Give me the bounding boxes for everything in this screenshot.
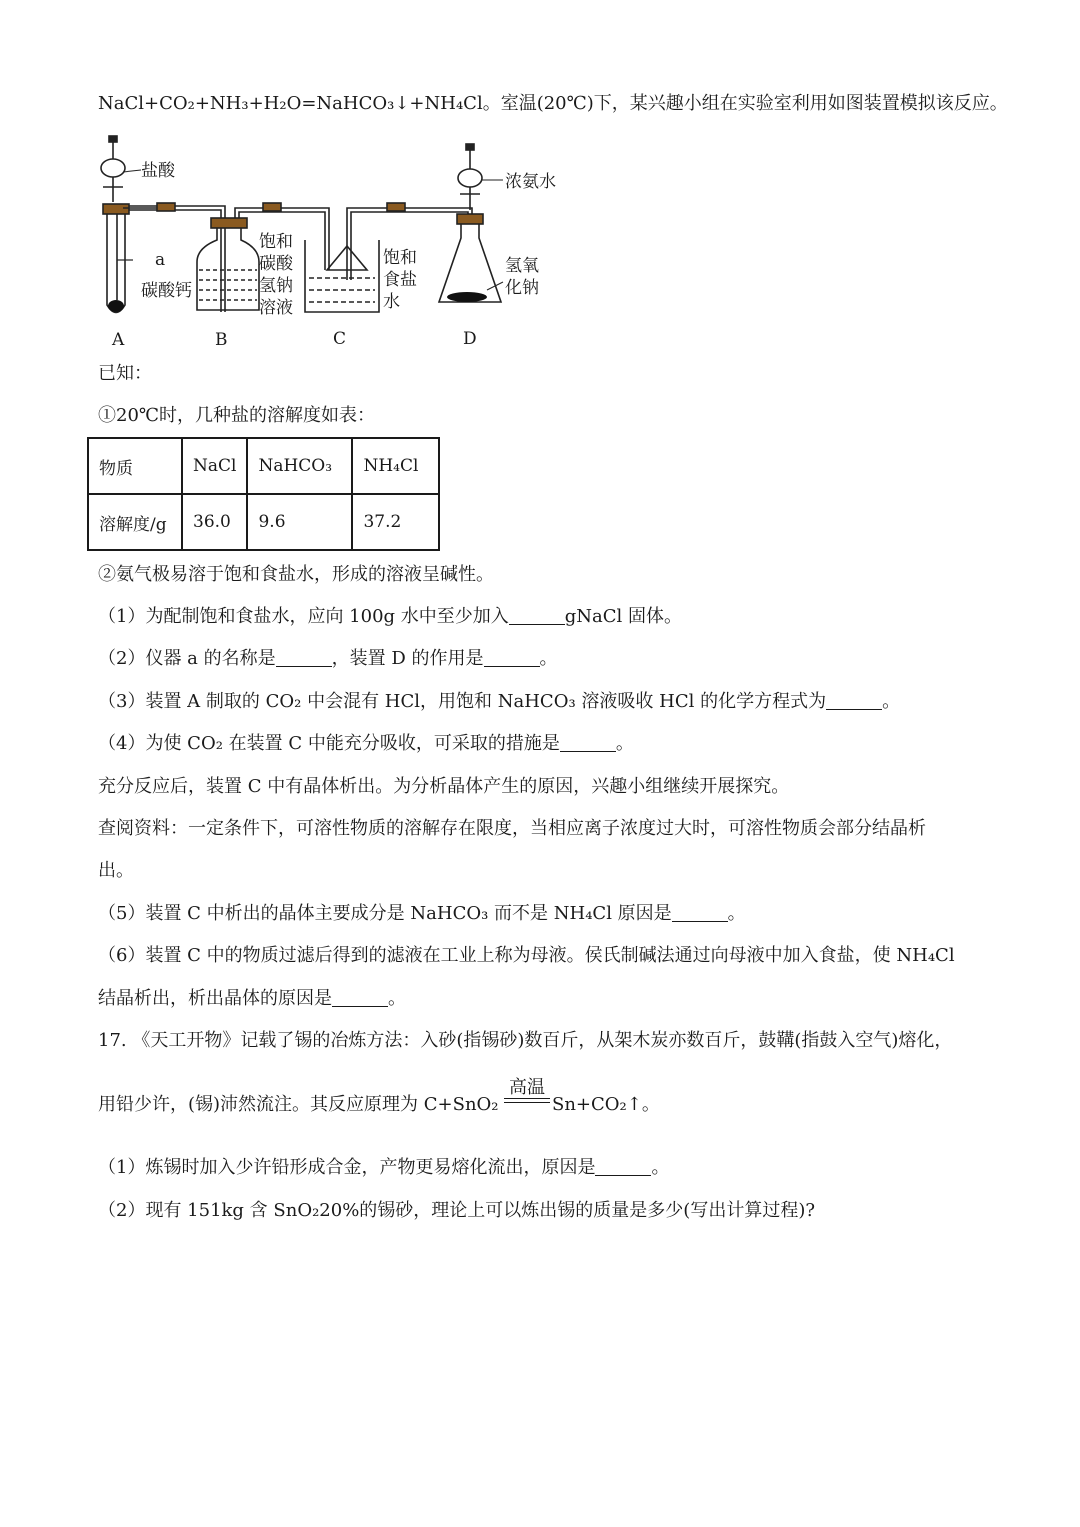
table-cell: 9.6 (247, 494, 352, 550)
intro-equation: NaCl+CO₂+NH₃+H₂O=NaHCO₃↓+NH₄Cl。室温(20℃)下，某兴趣小组在实验室利用如图装置模拟该反应。 (98, 93, 1008, 114)
label-b-solution (259, 232, 294, 318)
question-1: （1）为配制饱和食盐水，应向 100g 水中至少加入 gNaCl 固体。 (98, 606, 683, 627)
device-c (305, 240, 379, 312)
known-item2: ②氨气极易溶于饱和食盐水，形成的溶液呈碱性。 (98, 564, 494, 585)
svg-text:饱和: 饱和 (259, 232, 293, 252)
svg-text:碳酸: 碳酸 (259, 254, 293, 274)
svg-text:氢氧: 氢氧 (505, 256, 539, 276)
table-cell: 36.0 (182, 494, 247, 550)
known-title: 已知： (98, 363, 152, 384)
answer-blank[interactable] (560, 733, 616, 752)
question-2: （2）仪器 a 的名称是 ，装置 D 的作用是 。 (98, 648, 558, 669)
answer-blank[interactable] (826, 691, 882, 710)
answer-blank[interactable] (332, 988, 388, 1007)
table-cell: NH₄Cl (352, 438, 439, 494)
equals-bar-top (504, 1098, 550, 1099)
device-label-b: B (215, 330, 228, 350)
table-header-row (88, 438, 439, 494)
paragraph-reaction: 充分反应后，装置 C 中有晶体析出。为分析晶体产生的原因，兴趣小组继续开展探究。 (98, 776, 790, 797)
table-cell: 物质 (88, 438, 182, 494)
table-cell: NaCl (182, 438, 247, 494)
answer-blank[interactable] (595, 1157, 651, 1176)
label-ammonia: 浓氨水 (505, 172, 556, 192)
answer-blank[interactable] (672, 903, 728, 922)
problem-17-sub2: （2）现有 151kg 含 SnO₂20%的锡砂，理论上可以炼出锡的质量是多少(写出计算过程)? (98, 1200, 815, 1221)
reaction-condition: 高温 (509, 1077, 545, 1098)
svg-text:氢钠: 氢钠 (259, 276, 293, 296)
question-6-line1: （6）装置 C 中的物质过滤后得到的滤液在工业上称为母液。侯氏制碱法通过向母液中加入食盐，使 NH₄Cl (98, 945, 955, 966)
label-hcl: 盐酸 (141, 161, 175, 181)
answer-blank[interactable] (484, 648, 540, 667)
table-row (88, 494, 439, 550)
paragraph-reference-2: 出。 (98, 860, 134, 881)
svg-text:水: 水 (383, 292, 400, 312)
paragraph-reference-1: 查阅资料：一定条件下，可溶性物质的溶解存在限度，当相应离子浓度过大时，可溶性物质会部分结晶析 (98, 818, 926, 839)
apparatus-diagram (95, 130, 575, 350)
svg-text:饱和: 饱和 (383, 248, 417, 268)
table-cell: NaHCO₃ (247, 438, 352, 494)
problem-17-line2b: Sn+CO₂↑。 (552, 1094, 660, 1115)
table-cell: 37.2 (352, 494, 439, 550)
question-4: （4）为使 CO₂ 在装置 C 中能充分吸收，可采取的措施是 。 (98, 733, 634, 754)
solubility-table (87, 437, 440, 551)
question-3: （3）装置 A 制取的 CO₂ 中会混有 HCl，用饱和 NaHCO₃ 溶液吸收 HCl 的化学方程式为 。 (98, 691, 901, 712)
label-naoh (505, 256, 539, 298)
table-cell: 溶解度/g (88, 494, 182, 550)
device-label-a: A (112, 330, 125, 350)
problem-17-line2a: 用铅少许，(锡)沛然流注。其反应原理为 C+SnO₂ (98, 1094, 499, 1115)
question-5: （5）装置 C 中析出的晶体主要成分是 NaHCO₃ 而不是 NH₄Cl 原因是 。 (98, 903, 746, 924)
svg-text:溶液: 溶液 (259, 298, 293, 318)
label-a: a (155, 250, 166, 270)
svg-text:化钠: 化钠 (505, 278, 539, 298)
known-item1: ①20℃时，几种盐的溶解度如表： (98, 405, 376, 426)
device-b (197, 218, 259, 310)
device-d (439, 144, 501, 302)
answer-blank[interactable] (276, 648, 332, 667)
device-label-d: D (463, 329, 477, 349)
label-c-solution (383, 248, 417, 312)
label-caco3: 碳酸钙 (141, 281, 192, 301)
equals-bar-bottom (504, 1102, 550, 1103)
problem-17-sub1: （1）炼锡时加入少许铅形成合金，产物更易熔化流出，原因是 。 (98, 1157, 670, 1178)
problem-17-line1: 17. 《天工开物》记载了锡的冶炼方法：入砂(指锡砂)数百斤，从架木炭亦数百斤，鼓鞲(指鼓入空气)熔化， (98, 1030, 953, 1051)
svg-text:食盐: 食盐 (383, 270, 417, 290)
question-6-line2: 结晶析出，析出晶体的原因是 。 (98, 988, 406, 1009)
answer-blank[interactable] (509, 606, 565, 625)
device-label-c: C (333, 329, 347, 349)
